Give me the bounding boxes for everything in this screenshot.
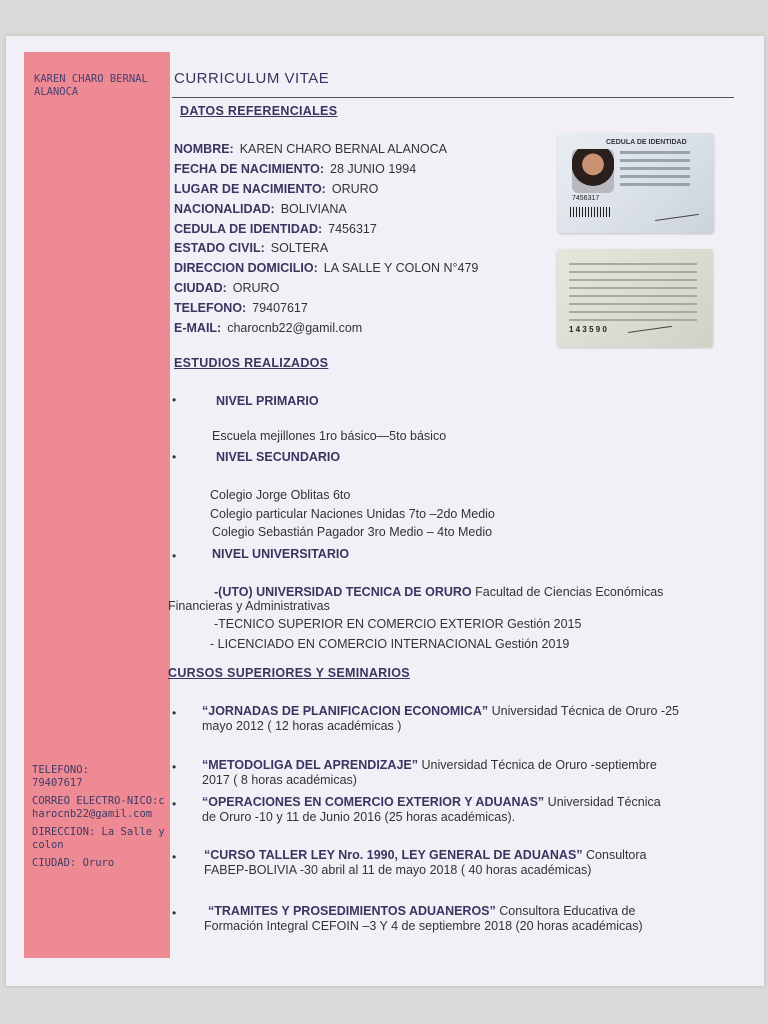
bullet-dot: • [172, 393, 177, 407]
curso-detail: de Oruro -10 y 11 de Junio 2016 (25 horas académicas). [202, 810, 516, 824]
curso-item [202, 758, 657, 772]
bullet-dot: • [172, 760, 177, 774]
secundario-item: Colegio Jorge Oblitas 6to [210, 488, 351, 502]
curso-title: “JORNADAS DE PLANIFICACION ECONOMICA” [202, 704, 489, 718]
id-card-portrait [572, 149, 614, 193]
nivel-universitario: NIVEL UNIVERSITARIO [212, 547, 350, 561]
id-card-front-photo [558, 133, 714, 233]
curso-institution: Consultora Educativa de [499, 904, 636, 918]
id-card-back-photo [557, 249, 713, 347]
id-card-back-number: 1 4 3 5 9 0 [569, 325, 607, 334]
datos-field-row [174, 281, 279, 295]
sidebar-ciudad: CIUDAD: Oruro [32, 857, 115, 869]
datos-field-value: ORURO [331, 182, 379, 196]
datos-field-label: NACIONALIDAD: [174, 202, 275, 216]
universidad-facultad: Facultad de Ciencias Económicas [475, 585, 664, 599]
sidebar-telefono-value: 79407617 [32, 776, 83, 789]
page-title: CURRICULUM VITAE [174, 70, 330, 87]
datos-field-row [174, 222, 377, 236]
sidebar-correo: CORREO ELECTRO-NICO:charocnb22@gamil.com [32, 795, 165, 820]
curso-institution: Universidad Técnica de Oruro -25 [491, 704, 679, 718]
datos-field-row [174, 261, 478, 275]
datos-field-value: 79407617 [252, 301, 308, 315]
datos-field-label: CIUDAD: [174, 281, 227, 295]
universidad-line2: Financieras y Administrativas [168, 599, 330, 613]
curso-item [202, 704, 679, 718]
id-card-barcode [570, 207, 610, 217]
datos-field-value: 28 JUNIO 1994 [330, 162, 417, 176]
cursos-heading: CURSOS SUPERIORES Y SEMINARIOS [168, 666, 410, 680]
datos-field-value: ORURO [232, 281, 280, 295]
datos-field-value: LA SALLE Y COLON N°479 [323, 261, 479, 275]
datos-field-value: charocnb22@gamil.com [227, 321, 363, 335]
bullet-dot: • [172, 797, 177, 811]
sidebar [24, 52, 170, 958]
bullet-dot: • [172, 906, 177, 920]
curso-detail: FABEP-BOLIVIA -30 abril al 11 de mayo 2018 ( 40 horas académicas) [204, 863, 592, 877]
datos-field-value: 7456317 [328, 222, 377, 236]
bullet-dot: • [172, 450, 177, 464]
datos-field-value: BOLIVIANA [280, 202, 347, 216]
sidebar-name: KAREN CHARO BERNAL ALANOCA [34, 73, 148, 98]
datos-field-row [174, 301, 308, 315]
curso-institution: Universidad Técnica de Oruro -septiembre [421, 758, 657, 772]
nivel-primario: NIVEL PRIMARIO [216, 394, 319, 408]
sidebar-direccion: DIRECCION: La Salle y colon [32, 826, 165, 851]
datos-field-value: KAREN CHARO BERNAL ALANOCA [239, 142, 447, 156]
datos-field-label: TELEFONO: [174, 301, 247, 315]
datos-field-row [174, 182, 378, 196]
secundario-item: Colegio Sebastián Pagador 3ro Medio – 4to Medio [212, 525, 493, 539]
curso-title: “TRAMITES Y PROSEDIMIENTOS ADUANEROS” [208, 904, 496, 918]
curso-item [208, 904, 635, 918]
carrera-item: - LICENCIADO EN COMERCIO INTERNACIONAL Gestión 2019 [210, 637, 570, 651]
curso-institution: Universidad Técnica [547, 795, 661, 809]
curso-title: “OPERACIONES EN COMERCIO EXTERIOR Y ADUANAS” [202, 795, 545, 809]
datos-field-row [174, 241, 328, 255]
datos-field-label: FECHA DE NACIMIENTO: [174, 162, 324, 176]
datos-field-row [174, 321, 362, 335]
datos-field-label: NOMBRE: [174, 142, 234, 156]
cv-page [6, 36, 764, 986]
title-divider [172, 97, 734, 98]
datos-heading: DATOS REFERENCIALES [180, 104, 338, 118]
universidad-name: -(UTO) UNIVERSIDAD TECNICA DE ORURO [214, 585, 472, 599]
curso-detail: 2017 ( 8 horas académicas) [202, 773, 357, 787]
id-card-signature [653, 200, 699, 221]
sidebar-contact [32, 764, 168, 876]
id-card-text-lines [620, 151, 690, 191]
datos-field-label: ESTADO CIVIL: [174, 241, 265, 255]
id-card-number: 7456317 [572, 195, 600, 202]
datos-field-row [174, 162, 416, 176]
sidebar-telefono-label: TELEFONO: [32, 764, 89, 776]
carrera-item: -TECNICO SUPERIOR EN COMERCIO EXTERIOR Gestión 2015 [214, 617, 582, 631]
bullet-dot: • [172, 706, 177, 720]
curso-title: “METODOLIGA DEL APRENDIZAJE” [202, 758, 418, 772]
curso-item [204, 848, 646, 862]
curso-title: “CURSO TALLER LEY Nro. 1990, LEY GENERAL DE ADUANAS” [204, 848, 583, 862]
estudios-heading: ESTUDIOS REALIZADOS [174, 356, 329, 370]
nivel-secundario: NIVEL SECUNDARIO [216, 450, 341, 464]
datos-field-label: DIRECCION DOMICILIO: [174, 261, 318, 275]
curso-item [202, 795, 661, 809]
curso-institution: Consultora [586, 848, 647, 862]
datos-field-label: CEDULA DE IDENTIDAD: [174, 222, 323, 236]
bullet-dot: • [172, 549, 177, 563]
datos-field-value: SOLTERA [270, 241, 329, 255]
secundario-item: Colegio particular Naciones Unidas 7to –2do Medio [210, 507, 495, 521]
datos-field-row [174, 202, 347, 216]
curso-detail: mayo 2012 ( 12 horas académicas ) [202, 719, 402, 733]
universidad-line [214, 585, 663, 599]
id-card-title: CEDULA DE IDENTIDAD [606, 139, 687, 146]
datos-field-label: E-MAIL: [174, 321, 222, 335]
datos-field-label: LUGAR DE NACIMIENTO: [174, 182, 326, 196]
datos-field-row [174, 142, 447, 156]
primario-item: Escuela mejillones 1ro básico—5to básico [212, 429, 447, 443]
curso-detail: Formación Integral CEFOIN –3 Y 4 de septiembre 2018 (20 horas académicas) [204, 919, 643, 933]
bullet-dot: • [172, 850, 177, 864]
sidebar-telefono [32, 764, 168, 789]
